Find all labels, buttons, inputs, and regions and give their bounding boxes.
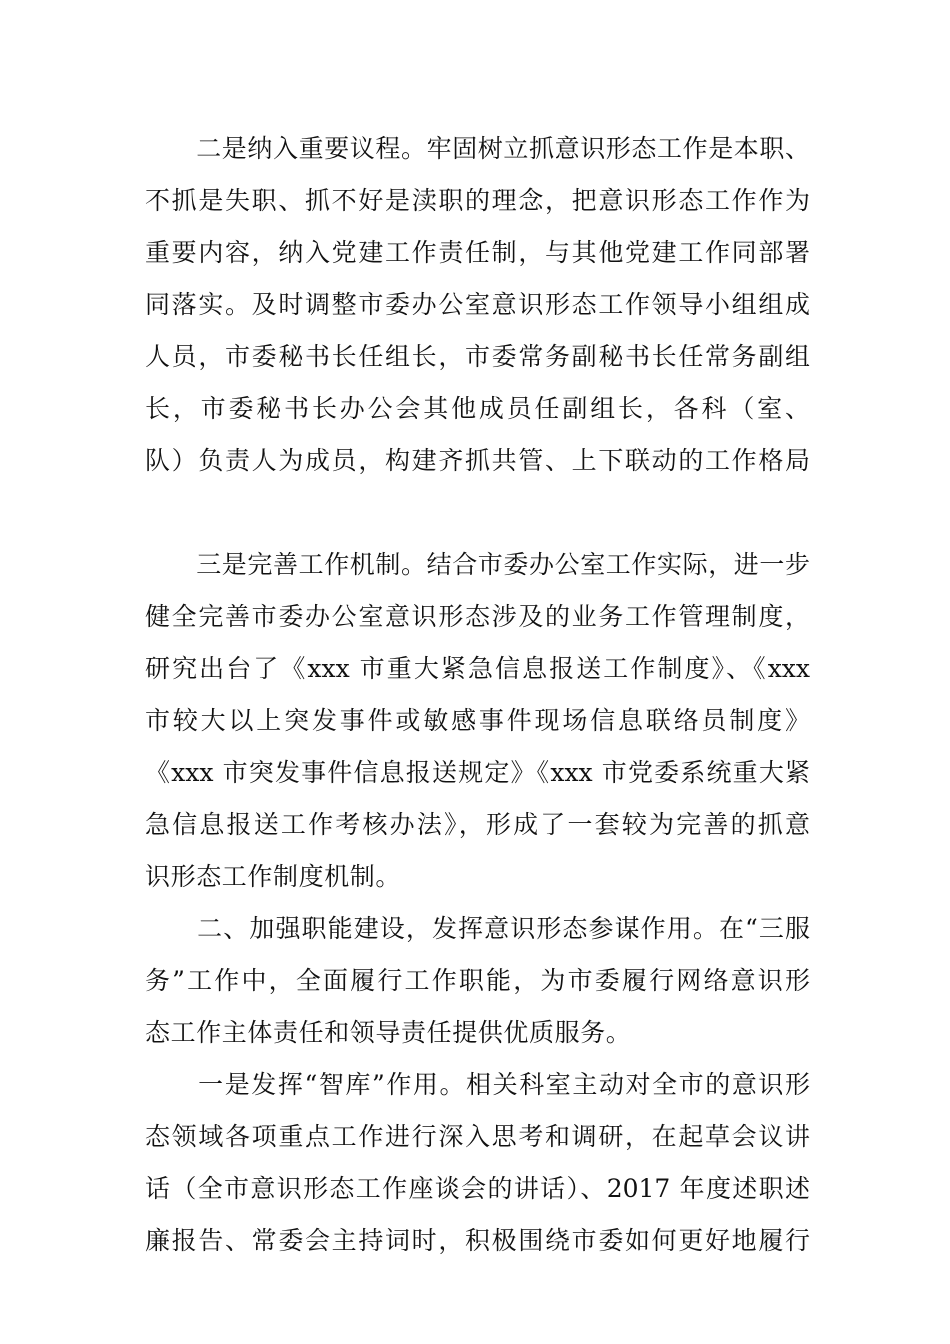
paragraph-line: 研究出台了《xxx 市重大紧急信息报送工作制度》、《xxx (145, 654, 810, 683)
paragraph-line: 二是纳入重要议程。牢固树立抓意识形态工作是本职、 (145, 134, 810, 163)
paragraph-line: 同落实。及时调整市委办公室意识形态工作领导小组组成 (145, 290, 810, 319)
paragraph-line: 市较大以上突发事件或敏感事件现场信息联络员制度》 (145, 706, 810, 735)
paragraph-line: 三是完善工作机制。结合市委办公室工作实际，进一步 (145, 550, 810, 579)
paragraph-line: 健全完善市委办公室意识形态涉及的业务工作管理制度， (145, 602, 810, 631)
paragraph-line: 态领域各项重点工作进行深入思考和调研，在起草会议讲 (145, 1122, 810, 1151)
paragraph-line: 态工作主体责任和领导责任提供优质服务。 (145, 1018, 632, 1047)
paragraph-line: 廉报告、常委会主持词时，积极围绕市委如何更好地履行 (145, 1226, 810, 1255)
paragraph-line: 不抓是失职、抓不好是渎职的理念，把意识形态工作作为 (145, 186, 810, 215)
paragraph-line: 队）负责人为成员，构建齐抓共管、上下联动的工作格局 (145, 446, 810, 475)
paragraph-line: 二、加强职能建设，发挥意识形态参谋作用。在“三服 (145, 914, 810, 943)
paragraph-line: 话（全市意识形态工作座谈会的讲话）、2017 年度述职述 (145, 1174, 810, 1203)
paragraph-line: 急信息报送工作考核办法》，形成了一套较为完善的抓意 (145, 810, 810, 839)
paragraph-line: 重要内容，纳入党建工作责任制，与其他党建工作同部署 (145, 238, 810, 267)
paragraph-line: 识形态工作制度机制。 (145, 862, 402, 891)
paragraph-line: 一是发挥“智库”作用。相关科室主动对全市的意识形 (145, 1070, 810, 1099)
paragraph-line: 长，市委秘书长办公会其他成员任副组长，各科（室、 (145, 394, 810, 423)
paragraph-line: 人员，市委秘书长任组长，市委常务副秘书长任常务副组 (145, 342, 810, 371)
paragraph-line: 《xxx 市突发事件信息报送规定》《xxx 市党委系统重大紧 (145, 758, 810, 787)
paragraph-line: 务”工作中，全面履行工作职能，为市委履行网络意识形 (145, 966, 810, 995)
